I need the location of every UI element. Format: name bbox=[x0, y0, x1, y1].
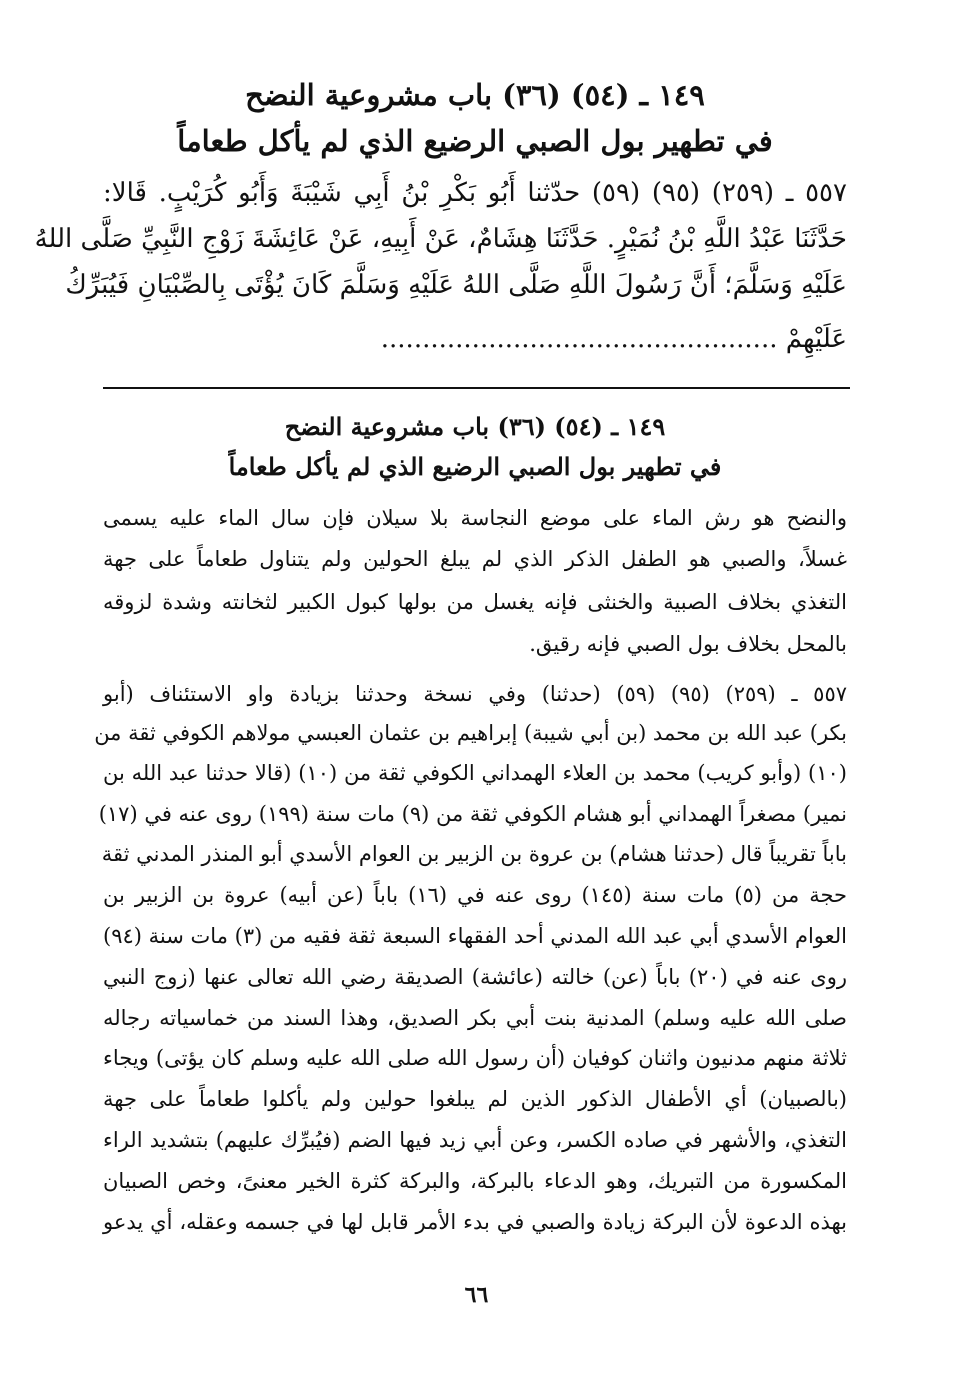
commentary-line-4: نمير) مصغراً الهمداني أبو هشام الكوفي ثقة من (٩) مات سنة (١٩٩) روى عنه في (١٧) bbox=[98, 802, 847, 826]
commentary-line-13: المكسورة من التبريك، وهو الدعاء بالبركة، والبركة كثرة الخير معنىً، وخص الصبيان bbox=[103, 1169, 847, 1193]
commentary-line-6: حجة من (٥) مات سنة (١٤٥) روى عنه في (١٦) باباً (عن أبيه) عروة بن الزبير بن bbox=[103, 883, 847, 907]
hadith-line-3: عَلَيْهِ وَسَلَّمَ؛ أَنَّ رَسُولَ اللَّهِ صَلَّى اللهُ عَلَيْهِ وَسَلَّمَ كَانَ يُؤْتَى بِالصِّبْيَانِ فَيُبَرِّكُ bbox=[65, 270, 847, 300]
section-divider bbox=[103, 387, 850, 389]
commentary-line-5: باباً تقريباً قال (حدثنا هشام) بن عروة بن الزبير بن العوام الأسدي أبو المنذر المدني ثقة bbox=[101, 842, 847, 866]
hadith-line-4: عَلَيْهِمْ ................................................ bbox=[380, 324, 847, 354]
section-title-line2: في تطهير بول الصبي الرضيع الذي لم يأكل طعاماً bbox=[177, 124, 773, 158]
intro-line-3: التغذي بخلاف الصبية والخنثى فإنه يغسل من بولها كبول الكبير لثخانته وشدة لزوقه bbox=[103, 590, 847, 614]
hadith-line-1: ٥٥٧ ـ (٢٥٩) (٩٥) (٥٩) حدّثنا أَبُو بَكْرِ بْنُ أَبِي شَيْبَةَ وَأَبُو كُرَيْبٍ. قَالا: bbox=[103, 178, 847, 208]
commentary-line-7: العوام الأسدي أبي عبد الله المدني أحد الفقهاء السبعة ثقة فقيه من (٣) مات سنة (٩٤) bbox=[103, 924, 847, 948]
commentary-line-11: (بالصبيان) أي الأطفال الذكور الذين لم يبلغوا حولين ولم يأكلوا طعاماً على جهة bbox=[103, 1087, 847, 1111]
intro-line-2: غسلاً، والصبي هو الطفل الذكر الذي لم يبلغ الحولين ولم يتناول طعاماً على جهة bbox=[103, 547, 847, 571]
commentary-line-1: ٥٥٧ ـ (٢٥٩) (٩٥) (٥٩) (حدثنا) وفي نسخة وحدثنا بزيادة واو الاستئناف (أبو bbox=[103, 682, 848, 706]
hadith-line-2: حَدَّثَنَا عَبْدُ اللَّهِ بْنُ نُمَيْرٍ. حَدَّثَنَا هِشَامٌ، عَنْ أَبِيهِ، عَنْ عَائِشَةَ زَوْجِ النَّبِيِّ صَلَّى اللهُ bbox=[34, 224, 847, 254]
commentary-line-12: التغذي، والأشهر في صاده الكسر، وعن أبي زيد فيها الضم (فيُبرِّك عليهم) بتشديد الراء bbox=[103, 1128, 847, 1152]
commentary-title-line2: في تطهير بول الصبي الرضيع الذي لم يأكل طعاماً bbox=[228, 452, 722, 481]
page-number: ٦٦ bbox=[464, 1282, 489, 1308]
intro-line-4: بالمحل بخلاف بول الصبي فإنه رقيق. bbox=[529, 632, 847, 656]
commentary-line-10: ثلاثة منهم مدنيون واثنان كوفيان (أن رسول الله صلى الله عليه وسلم كان يؤتى) ويجاء bbox=[103, 1046, 847, 1070]
commentary-line-2: بكر) عبد الله بن محمد (بن أبي شيبة) إبراهيم بن عثمان العبسي مولاهم الكوفي ثقة من bbox=[94, 721, 847, 745]
commentary-line-14: بهذه الدعوة لأن البركة زيادة والصبي في بدء الأمر قابل لها في جسمه وعقله، أي يدعو bbox=[103, 1210, 847, 1234]
commentary-line-3: (١٠) (وأبو كريب) محمد بن العلاء الهمداني الكوفي ثقة من (١٠) (قالا حدثنا عبد الله بن bbox=[103, 761, 847, 785]
intro-line-1: والنضح هو رش الماء على موضع النجاسة بلا سيلان فإن سال الماء عليه يسمى bbox=[103, 506, 847, 530]
commentary-line-8: روى عنه في (٢٠) باباً (عن) خالته (عائشة) الصديقة رضي الله تعالى عنها (زوج النبي bbox=[103, 965, 848, 989]
section-title-line1: ١٤٩ ـ (٥٤) (٣٦) باب مشروعية النضح bbox=[245, 78, 705, 112]
commentary-title-line1: ١٤٩ ـ (٥٤) (٣٦) باب مشروعية النضح bbox=[284, 412, 666, 441]
commentary-line-9: صلى الله عليه وسلم) المدنية بنت أبي بكر الصديق، وهذا السند من خماسياته رجاله bbox=[103, 1006, 847, 1030]
